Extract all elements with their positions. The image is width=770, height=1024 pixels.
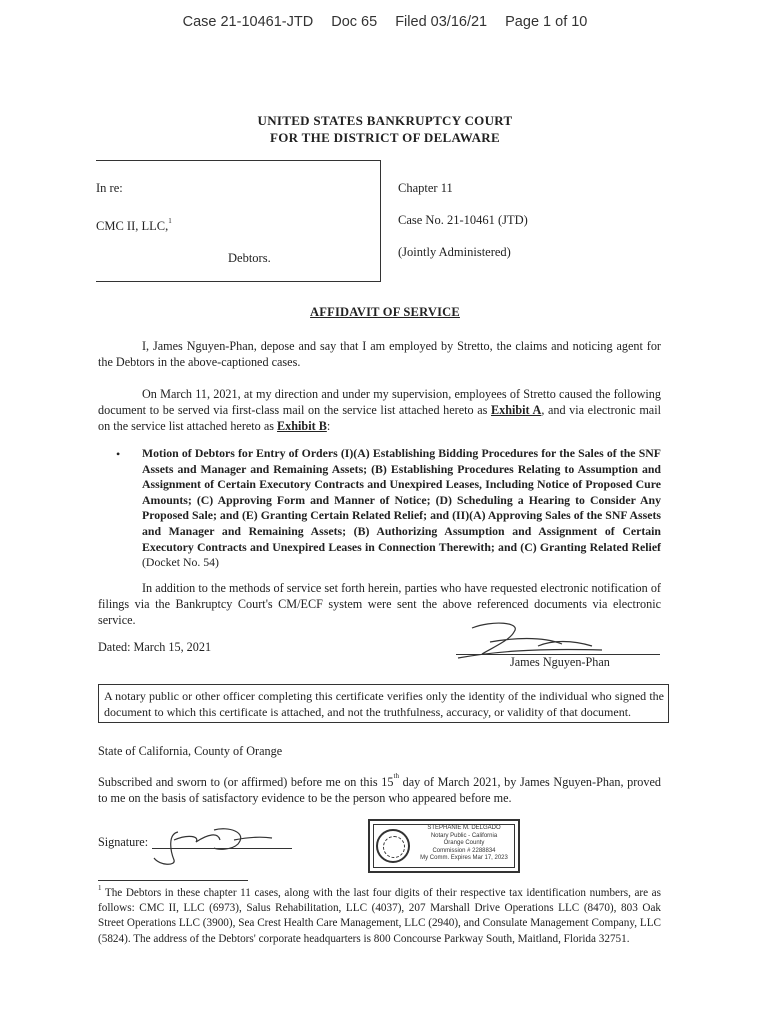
doc-number: Doc 65 (331, 14, 378, 30)
notary-signature-image (148, 820, 278, 870)
state-seal-icon (376, 829, 410, 863)
jurat-sup: th (393, 772, 399, 780)
jurat (98, 774, 661, 806)
dated-line: Dated: March 15, 2021 (98, 640, 212, 654)
para2-text-2: , and via electronic mail on the service list attached hereto as (98, 403, 661, 433)
notary-notice-box: A notary public or other officer completing this certificate verifies only the identity of the individual who signed the document to which this certificate is attached, and not the truthfulness, accuracy, or validity of that document. (98, 684, 669, 723)
motion-title: Motion of Debtors for Entry of Orders (I)(A) Establishing Bidding Procedures for the Sales of the SNF Assets and Manager and Remaining Assets; (B) Establishing Procedures Relating to Assumption and Assignment of Certain Executory Contracts and Unexpired Leases, Including Notice of Proposed Cure Amounts; (C) Approving Form and Manner of Notice; (D) Scheduling a Hearing to Consider Any Proposed Sale; and (E) Granting Certain Related Relief; and (II)(A) Approving Sales of the SNF Assets and Manager and Remaining Assets; (B) Authorizing Assumption and Assignment of Certain Executory Contracts and Unexpired Leases in Connection Therewith; and (C) Granting Related Relief (142, 446, 661, 554)
case-no: Case No. 21-10461 (JTD) (398, 213, 528, 227)
footnote-separator (98, 880, 248, 881)
debtor-name-text: CMC II, LLC, (96, 219, 169, 233)
stamp-text (414, 825, 514, 863)
court-heading (0, 112, 770, 146)
case-info (398, 180, 528, 276)
stamp-notary-name: STEPHANIE M. DELGADO (427, 825, 501, 831)
debtors-label: Debtors. (228, 251, 271, 265)
case-number: Case 21-10461-JTD (182, 14, 314, 30)
filing-header (0, 14, 770, 30)
chapter: Chapter 11 (398, 181, 453, 195)
paragraph-service (98, 386, 661, 434)
page-indicator: Page 1 of 10 (505, 14, 588, 30)
debtor-name (96, 219, 172, 234)
jurat-text-2: day of March 2021, by James Nguyen-Phan, proved to me on the basis of satisfactory evidence to be the person who appeared before me. (98, 775, 661, 805)
footnote (98, 886, 661, 947)
venue-line: State of California, County of Orange (98, 744, 283, 758)
court-line-2: FOR THE DISTRICT OF DELAWARE (270, 130, 500, 145)
paragraph-ecf: In addition to the methods of service set forth herein, parties who have requested electronic notification of filings via the Bankruptcy Court's CM/ECF system were sent the above referenced documents via electronic service. (98, 581, 661, 627)
jurat-text-1: Subscribed and sworn to (or affirmed) before me on this 15 (98, 775, 394, 789)
court-line-1: UNITED STATES BANKRUPTCY COURT (257, 113, 513, 128)
case-caption-box (96, 160, 381, 282)
in-re-label: In re: (96, 181, 123, 195)
exhibit-a-ref: Exhibit A (490, 403, 542, 417)
footnote-text: The Debtors in these chapter 11 cases, along with the last four digits of their respective tax identification numbers, are as follows: CMC II, LLC (6973), Salus Rehabilitation, LLC (4037), 207 Marshall Drive Operations LLC (8470), 803 Oak Street Operations LLC (3900), Sea Crest Health Care Management, LLC (2940), and Consulate Management Company, LLC (5824). The address of the Debtors' corporate headquarters is 800 Concourse Parkway South, Maitland, Florida 32751. (98, 887, 661, 945)
signature-label: Signature: (98, 835, 149, 849)
affiant-name: James Nguyen-Phan (510, 655, 610, 669)
footnote-mark: 1 (98, 884, 102, 892)
document-title: AFFIDAVIT OF SERVICE (310, 305, 460, 319)
docket-ref: (Docket No. 54) (142, 555, 219, 570)
stamp-title: Notary Public - California (430, 832, 498, 839)
paragraph-employment: I, James Nguyen-Phan, depose and say that I am employed by Stretto, the claims and noticing agent for the Debtors in the above-captioned cases. (98, 339, 661, 369)
notary-signature-line (152, 848, 292, 849)
stamp-commission: Commission # 2288834 (432, 847, 496, 854)
para2-text-1: On March 11, 2021, at my direction and under my supervision, employees of Stretto caused the following document to be served via first-class mail on the service list attached hereto as (98, 387, 661, 417)
served-document (142, 446, 661, 571)
filed-date: Filed 03/16/21 (395, 14, 488, 30)
exhibit-b-ref: Exhibit B (277, 419, 327, 433)
para2-text-3: : (326, 419, 331, 433)
stamp-expires: My Comm. Expires Mar 17, 2023 (420, 855, 508, 862)
notary-stamp (368, 819, 520, 873)
bullet-icon: • (116, 447, 121, 461)
debtor-footnote-ref: 1 (168, 217, 172, 225)
stamp-county: Orange County (443, 840, 485, 847)
jointly-administered: (Jointly Administered) (398, 245, 511, 259)
